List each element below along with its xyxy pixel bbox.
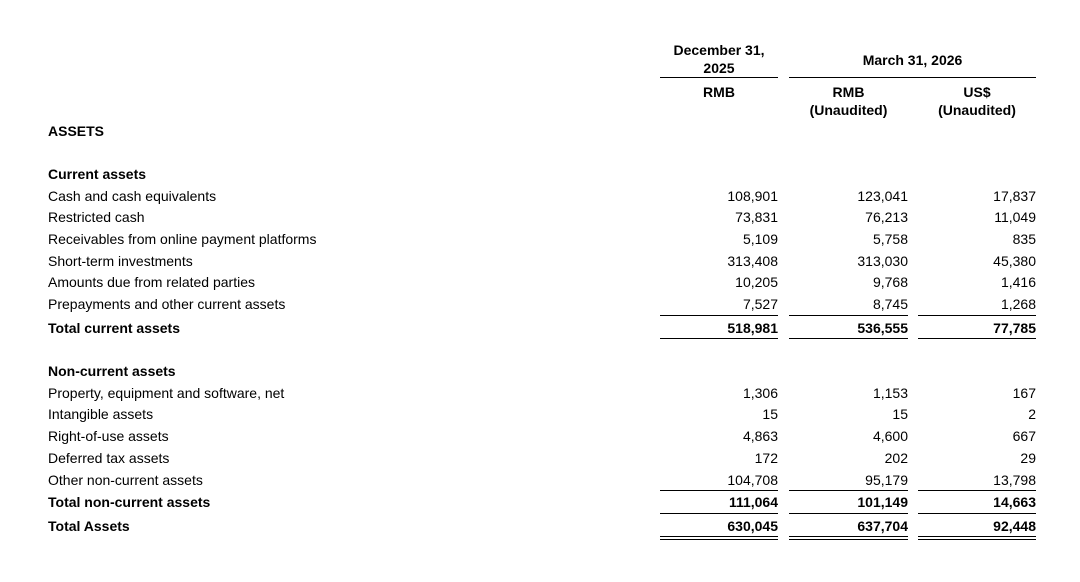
total-rule xyxy=(789,513,908,514)
value-dec-2025: 4,863 xyxy=(742,428,778,444)
row-label: Receivables from online payment platforms xyxy=(48,231,317,247)
row-label: Deferred tax assets xyxy=(48,450,170,466)
value-mar-2026-usd: 11,049 xyxy=(994,209,1036,225)
value-mar-2026-rmb: 15 xyxy=(892,406,908,422)
row-label: Property, equipment and software, net xyxy=(48,385,285,401)
value-dec-2025: 73,831 xyxy=(735,209,778,225)
total-dec-2025: 111,064 xyxy=(728,494,778,510)
noncurrent-assets-heading: Non-current assets xyxy=(48,363,176,379)
value-dec-2025: 108,901 xyxy=(727,188,778,204)
total-mar-2026-rmb: 101,149 xyxy=(857,494,908,510)
grand-total-mar-2026-rmb: 637,704 xyxy=(857,518,908,534)
total-label: Total current assets xyxy=(48,320,181,336)
subtotal-rule xyxy=(660,490,778,491)
value-mar-2026-usd: 2 xyxy=(1028,406,1036,422)
subtotal-rule xyxy=(789,315,908,316)
row-label: Prepayments and other current assets xyxy=(48,296,286,312)
value-mar-2026-usd: 835 xyxy=(1012,231,1036,247)
total-rule xyxy=(660,513,778,514)
value-dec-2025: 1,306 xyxy=(742,385,778,401)
total-dec-2025: 518,981 xyxy=(727,320,778,336)
value-mar-2026-usd: 1,268 xyxy=(1000,296,1036,312)
total-rule xyxy=(918,338,1036,339)
grand-total-label: Total Assets xyxy=(48,518,130,534)
row-label: Cash and cash equivalents xyxy=(48,188,217,204)
subtotal-rule xyxy=(660,315,778,316)
value-mar-2026-usd: 45,380 xyxy=(993,253,1036,269)
subtotal-rule xyxy=(918,315,1036,316)
row-label: Right-of-use assets xyxy=(48,428,169,444)
header-dec-2025-date: December 31, 2025 xyxy=(673,42,765,76)
value-mar-2026-rmb: 1,153 xyxy=(872,385,908,401)
total-mar-2026-usd: 77,785 xyxy=(993,320,1036,336)
header-mar-underline xyxy=(789,77,1036,78)
header-rmb-unaudited: (Unaudited) xyxy=(809,102,888,118)
assets-heading: ASSETS xyxy=(48,123,105,139)
total-mar-2026-usd: 14,663 xyxy=(993,494,1036,510)
current-assets-heading: Current assets xyxy=(48,166,147,182)
total-mar-2026-rmb: 536,555 xyxy=(857,320,908,336)
value-mar-2026-rmb: 9,768 xyxy=(872,274,908,290)
value-mar-2026-rmb: 95,179 xyxy=(865,472,908,488)
value-dec-2025: 7,527 xyxy=(742,296,778,312)
row-label: Other non-current assets xyxy=(48,472,203,488)
value-dec-2025: 10,205 xyxy=(735,274,778,290)
double-underline xyxy=(918,536,1036,540)
value-dec-2025: 104,708 xyxy=(727,472,778,488)
grand-total-dec-2025: 630,045 xyxy=(727,518,778,534)
header-dec-currency: RMB xyxy=(703,84,735,100)
row-label: Amounts due from related parties xyxy=(48,274,255,290)
value-mar-2026-usd: 1,416 xyxy=(1000,274,1036,290)
row-label: Restricted cash xyxy=(48,209,145,225)
value-mar-2026-rmb: 123,041 xyxy=(857,188,908,204)
value-mar-2026-usd: 29 xyxy=(1020,450,1036,466)
value-mar-2026-rmb: 202 xyxy=(884,450,908,466)
subtotal-rule xyxy=(789,490,908,491)
value-dec-2025: 5,109 xyxy=(742,231,778,247)
value-mar-2026-rmb: 313,030 xyxy=(857,253,908,269)
value-mar-2026-usd: 17,837 xyxy=(993,188,1036,204)
row-label: Intangible assets xyxy=(48,406,154,422)
value-dec-2025: 313,408 xyxy=(727,253,778,269)
double-underline xyxy=(789,536,908,540)
grand-total-mar-2026-usd: 92,448 xyxy=(993,518,1036,534)
value-dec-2025: 15 xyxy=(762,406,778,422)
total-label: Total non-current assets xyxy=(48,494,211,510)
value-mar-2026-usd: 667 xyxy=(1012,428,1036,444)
value-mar-2026-rmb: 8,745 xyxy=(872,296,908,312)
total-rule xyxy=(789,338,908,339)
value-mar-2026-rmb: 5,758 xyxy=(872,231,908,247)
total-rule xyxy=(660,338,778,339)
header-mar-2026-date: March 31, 2026 xyxy=(862,52,963,68)
subtotal-rule xyxy=(918,490,1036,491)
double-underline xyxy=(660,536,778,540)
header-rmb-currency: RMB xyxy=(832,84,865,100)
header-usd-unaudited: (Unaudited) xyxy=(938,102,1016,118)
header-dec-underline xyxy=(660,77,778,78)
value-mar-2026-usd: 13,798 xyxy=(993,472,1036,488)
value-dec-2025: 172 xyxy=(754,450,778,466)
total-rule xyxy=(918,513,1036,514)
row-label: Short-term investments xyxy=(48,253,193,269)
value-mar-2026-rmb: 4,600 xyxy=(872,428,908,444)
value-mar-2026-usd: 167 xyxy=(1012,385,1036,401)
value-mar-2026-rmb: 76,213 xyxy=(865,209,908,225)
header-usd-currency: US$ xyxy=(963,84,991,100)
